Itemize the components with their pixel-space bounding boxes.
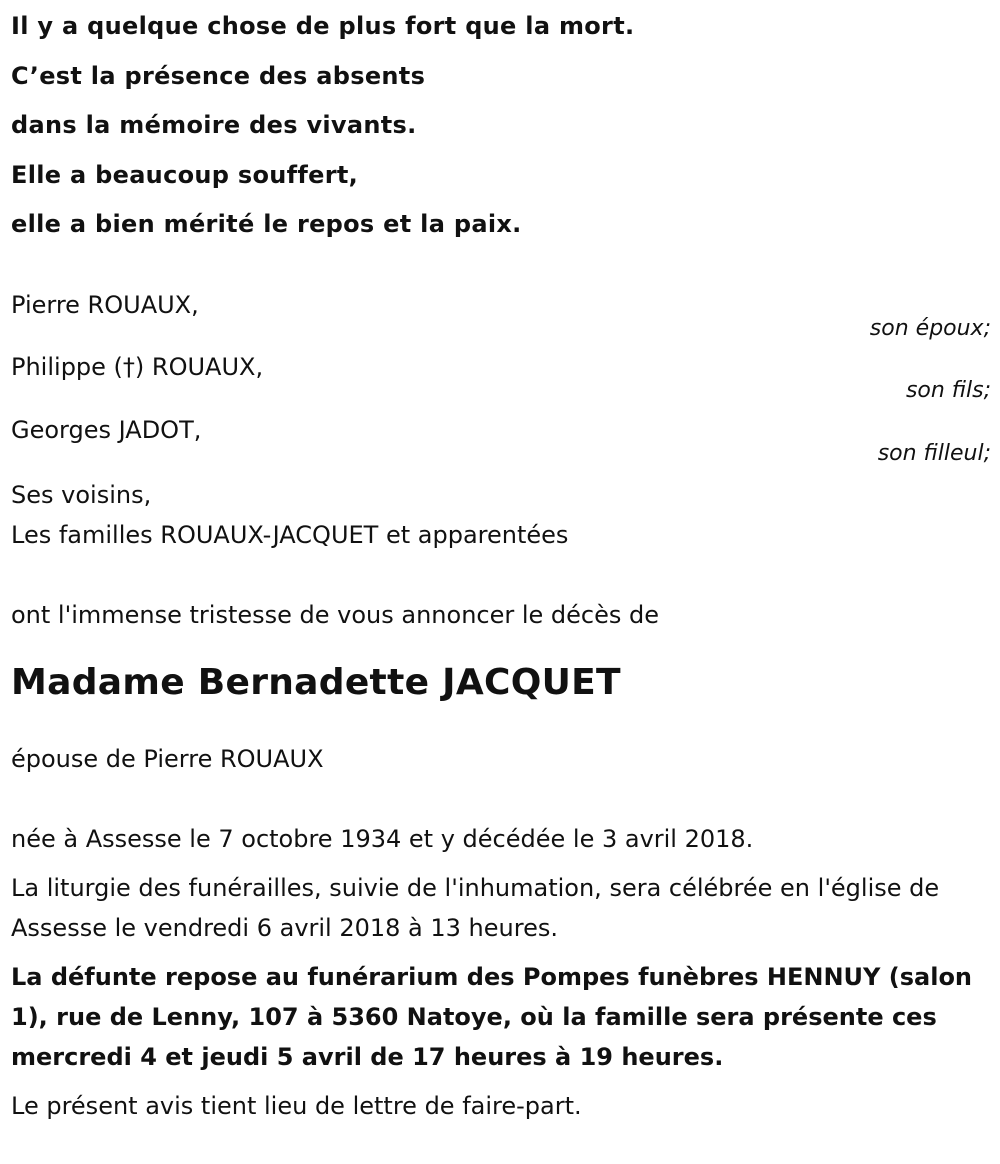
notice-line: Le présent avis tient lieu de lettre de faire-part.: [11, 1092, 582, 1120]
family-member-relation: son fils;: [905, 378, 991, 403]
family-member: [11, 290, 991, 353]
opening-quote: [11, 0, 991, 250]
other-mourners: [11, 475, 991, 555]
mourner-line: Ses voisins,: [11, 481, 152, 509]
family-member: [11, 415, 991, 478]
spouse-line: épouse de Pierre ROUAUX: [11, 745, 324, 773]
family-member-name: Philippe (†) ROUAUX,: [11, 353, 264, 381]
family-member-name: Georges JADOT,: [11, 415, 202, 444]
birth-death-line: née à Assesse le 7 octobre 1934 et y décédée le 3 avril 2018.: [11, 825, 754, 853]
quote-line: elle a bien mérité le repos et la paix.: [11, 210, 522, 238]
deceased-name: Madame Bernadette JACQUET: [11, 662, 621, 703]
quote-line: dans la mémoire des vivants.: [11, 111, 417, 139]
funerarium-line: La défunte repose au funérarium des Pompes funèbres HENNUY (salon 1), rue de Lenny, 107 à 5360 Natoye, où la famille sera présente ces mercredi 4 et jeudi 5 avril de 17 heures à 19 heures.: [11, 963, 973, 1071]
family-member-name: Pierre ROUAUX,: [11, 290, 199, 319]
quote-line: Il y a quelque chose de plus fort que la mort.: [11, 12, 635, 40]
family-list: [11, 290, 991, 556]
family-member: [11, 352, 991, 415]
funeral-details: [11, 819, 991, 1126]
liturgy-line: La liturgie des funérailles, suivie de l'inhumation, sera célébrée en l'église de Assesse le vendredi 6 avril 2018 à 13 heures.: [11, 874, 940, 942]
family-member-relation: son époux;: [869, 315, 991, 341]
family-member-relation: son filleul;: [877, 440, 991, 466]
mourner-line: Les familles ROUAUX-JACQUET et apparentées: [11, 521, 569, 549]
quote-line: Elle a beaucoup souffert,: [11, 160, 359, 189]
quote-line: C’est la présence des absents: [11, 61, 426, 90]
obituary-notice: [11, 0, 991, 1135]
announcement-text: ont l'immense tristesse de vous annoncer le décès de: [11, 601, 660, 629]
